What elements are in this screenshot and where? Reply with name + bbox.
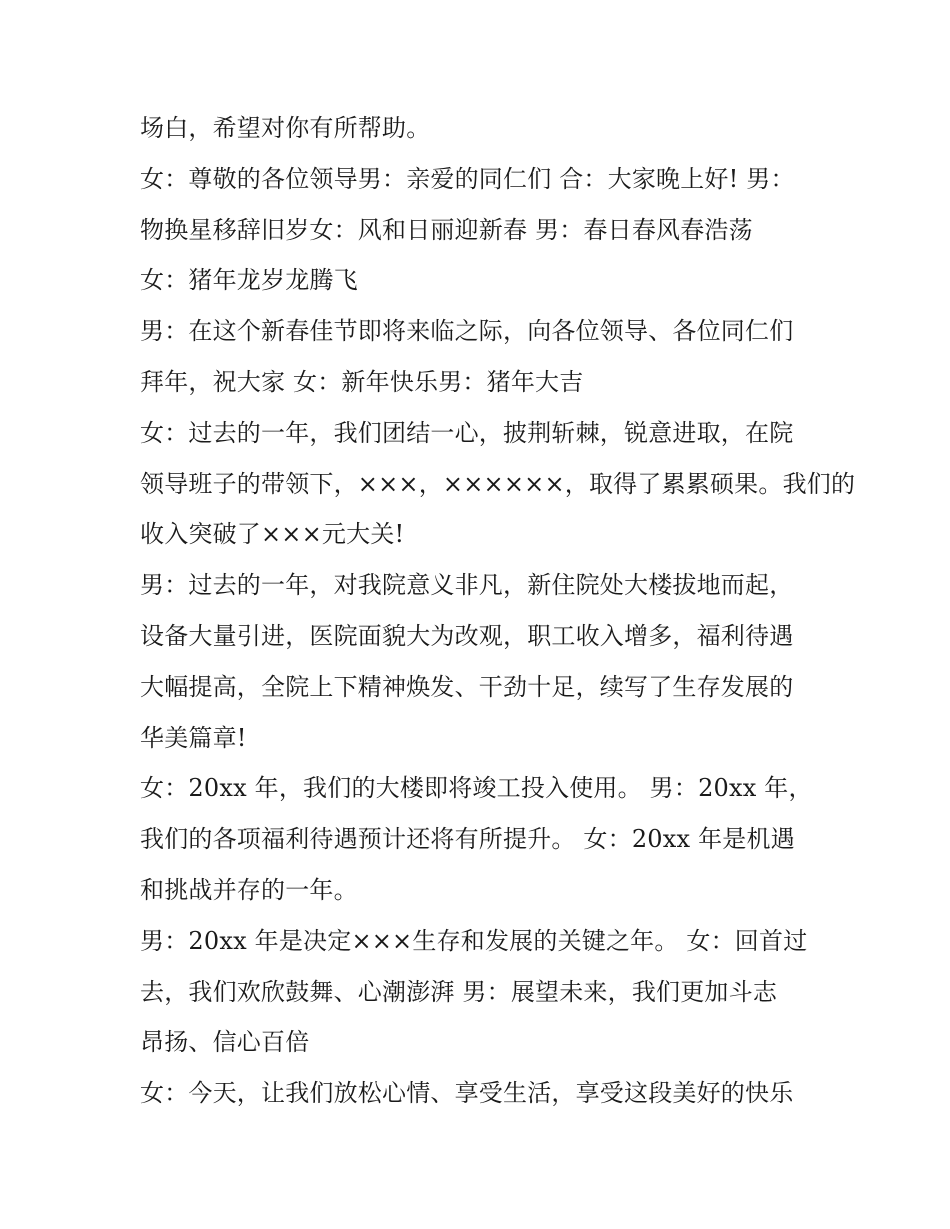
document-body bbox=[140, 103, 856, 1119]
text-line: 女：猪年龙岁龙腾飞 bbox=[140, 266, 358, 295]
text-line: 男：过去的一年，对我院意义非凡，新住院处大楼拔地而起， bbox=[140, 571, 794, 600]
text-line: 物换星移辞旧岁女：风和日丽迎新春 男：春日春风春浩荡 bbox=[140, 215, 753, 244]
text-line: 女：20xx 年，我们的大楼即将竣工投入使用。 男：20xx 年， bbox=[140, 774, 813, 803]
text-line: 拜年，祝大家 女：新年快乐男：猪年大吉 bbox=[140, 367, 584, 396]
text-line: 昂扬、信心百倍 bbox=[140, 1028, 310, 1057]
text-line: 女：过去的一年，我们团结一心，披荆斩棘，锐意进取，在院 bbox=[140, 418, 794, 447]
text-line: 大幅提高，全院上下精神焕发、干劲十足，续写了生存发展的 bbox=[140, 672, 794, 701]
text-line: 女：今天，让我们放松心情、享受生活，享受这段美好的快乐 bbox=[140, 1079, 794, 1108]
text-line: 华美篇章! bbox=[140, 723, 247, 752]
text-line: 设备大量引进，医院面貌大为改观，职工收入增多，福利待遇 bbox=[140, 621, 794, 650]
text-line: 男：20xx 年是决定×××生存和发展的关键之年。 女：回首过 bbox=[140, 926, 808, 955]
text-line: 领导班子的带领下，×××，××××××，取得了累累硕果。我们的 bbox=[140, 469, 856, 498]
text-line: 去，我们欢欣鼓舞、心潮澎湃 男：展望未来，我们更加斗志 bbox=[140, 977, 778, 1006]
text-line: 和挑战并存的一年。 bbox=[140, 875, 358, 904]
text-line: 场白，希望对你有所帮助。 bbox=[140, 114, 431, 142]
text-line: 女：尊敬的各位领导男：亲爱的同仁们 合：大家晚上好! 男： bbox=[140, 164, 795, 193]
text-line: 我们的各项福利待遇预计还将有所提升。 女：20xx 年是机遇 bbox=[140, 825, 795, 854]
text-line: 男：在这个新春佳节即将来临之际，向各位领导、各位同仁们 bbox=[140, 317, 794, 346]
text-line: 收入突破了×××元大关! bbox=[140, 520, 405, 549]
